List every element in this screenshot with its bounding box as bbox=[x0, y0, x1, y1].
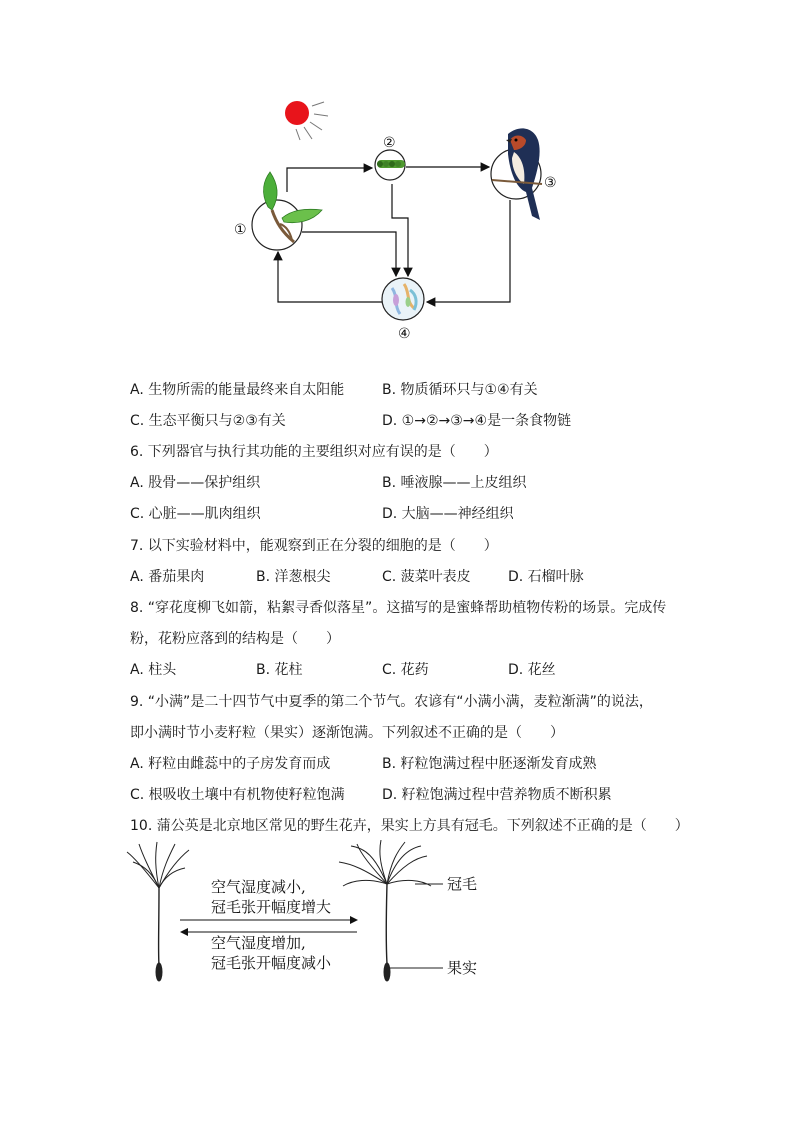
q10-stem: 10. 蒲公英是北京地区常见的野生花卉，果实上方具有冠毛。下列叙述不正确的是（ ） bbox=[130, 818, 689, 834]
q9-option-c: C. 根吸收土壤中有机物使籽粒饱满 bbox=[130, 787, 345, 803]
arrow-right-text-2: 冠毛张开幅度增大 bbox=[211, 898, 332, 916]
q6-option-a: A. 股骨——保护组织 bbox=[130, 475, 261, 491]
label-node-2: ② bbox=[383, 135, 396, 151]
label-node-4: ④ bbox=[398, 326, 411, 342]
q9-option-d: D. 籽粒饱满过程中营养物质不断积累 bbox=[382, 787, 612, 803]
dandelion-figure bbox=[125, 840, 485, 990]
label-pappus: 冠毛 bbox=[447, 875, 478, 893]
q8-stem-line1: 8. “穿花度柳飞如箭，粘絮寻香似落星”。这描写的是蜜蜂帮助植物传粉的场景。完成传 bbox=[130, 600, 667, 616]
node-swallow bbox=[491, 128, 557, 220]
q7-option-a: A. 番茄果肉 bbox=[130, 569, 205, 585]
dandelion-closed-icon bbox=[127, 842, 189, 981]
ecosystem-diagram bbox=[220, 92, 580, 347]
node-decomposers bbox=[382, 278, 424, 342]
dandelion-open-icon bbox=[339, 840, 443, 981]
q6-option-b: B. 唾液腺——上皮组织 bbox=[382, 475, 527, 491]
q6-option-c: C. 心脏——肌肉组织 bbox=[130, 506, 261, 522]
label-fruit: 果实 bbox=[447, 959, 478, 977]
q6-option-d: D. 大脑——神经组织 bbox=[382, 506, 514, 522]
q8-option-a: A. 柱头 bbox=[130, 662, 177, 678]
q8-option-d: D. 花丝 bbox=[508, 662, 556, 678]
q8-option-b: B. 花柱 bbox=[256, 662, 303, 678]
node-plant bbox=[234, 172, 322, 250]
q9-option-b: B. 籽粒饱满过程中胚逐渐发育成熟 bbox=[382, 756, 597, 772]
q8-option-c: C. 花药 bbox=[382, 662, 429, 678]
q9-stem-line1: 9. “小满”是二十四节气中夏季的第二个节气。农谚有“小满小满，麦粒渐满”的说法， bbox=[130, 694, 653, 710]
q7-option-b: B. 洋葱根尖 bbox=[256, 569, 331, 585]
label-node-1: ① bbox=[234, 222, 247, 238]
arrow-left-text-2: 冠毛张开幅度减小 bbox=[211, 954, 332, 972]
q6-stem: 6. 下列器官与执行其功能的主要组织对应有误的是（ ） bbox=[130, 444, 498, 460]
q9-stem-line2: 即小满时节小麦籽粒（果实）逐渐饱满。下列叙述不正确的是（ ） bbox=[130, 725, 564, 741]
q7-option-d: D. 石榴叶脉 bbox=[508, 569, 584, 585]
q5-option-a: A. 生物所需的能量最终来自太阳能 bbox=[130, 382, 345, 398]
q9-option-a: A. 籽粒由雌蕊中的子房发育而成 bbox=[130, 756, 331, 772]
arrow-right-text-1: 空气湿度减小, bbox=[211, 878, 306, 896]
q5-option-d: D. ①→②→③→④是一条食物链 bbox=[382, 413, 572, 429]
label-node-3: ③ bbox=[544, 175, 557, 191]
q8-stem-line2: 粉，花粉应落到的结构是（ ） bbox=[130, 631, 340, 647]
q5-option-b: B. 物质循环只与①④有关 bbox=[382, 382, 538, 398]
node-caterpillar bbox=[375, 135, 405, 180]
q7-stem: 7. 以下实验材料中，能观察到正在分裂的细胞的是（ ） bbox=[130, 538, 498, 554]
arrow-left-text-1: 空气湿度增加, bbox=[211, 934, 306, 952]
q7-option-c: C. 菠菜叶表皮 bbox=[382, 569, 471, 585]
sun-icon bbox=[285, 101, 328, 140]
q5-option-c: C. 生态平衡只与②③有关 bbox=[130, 413, 286, 429]
